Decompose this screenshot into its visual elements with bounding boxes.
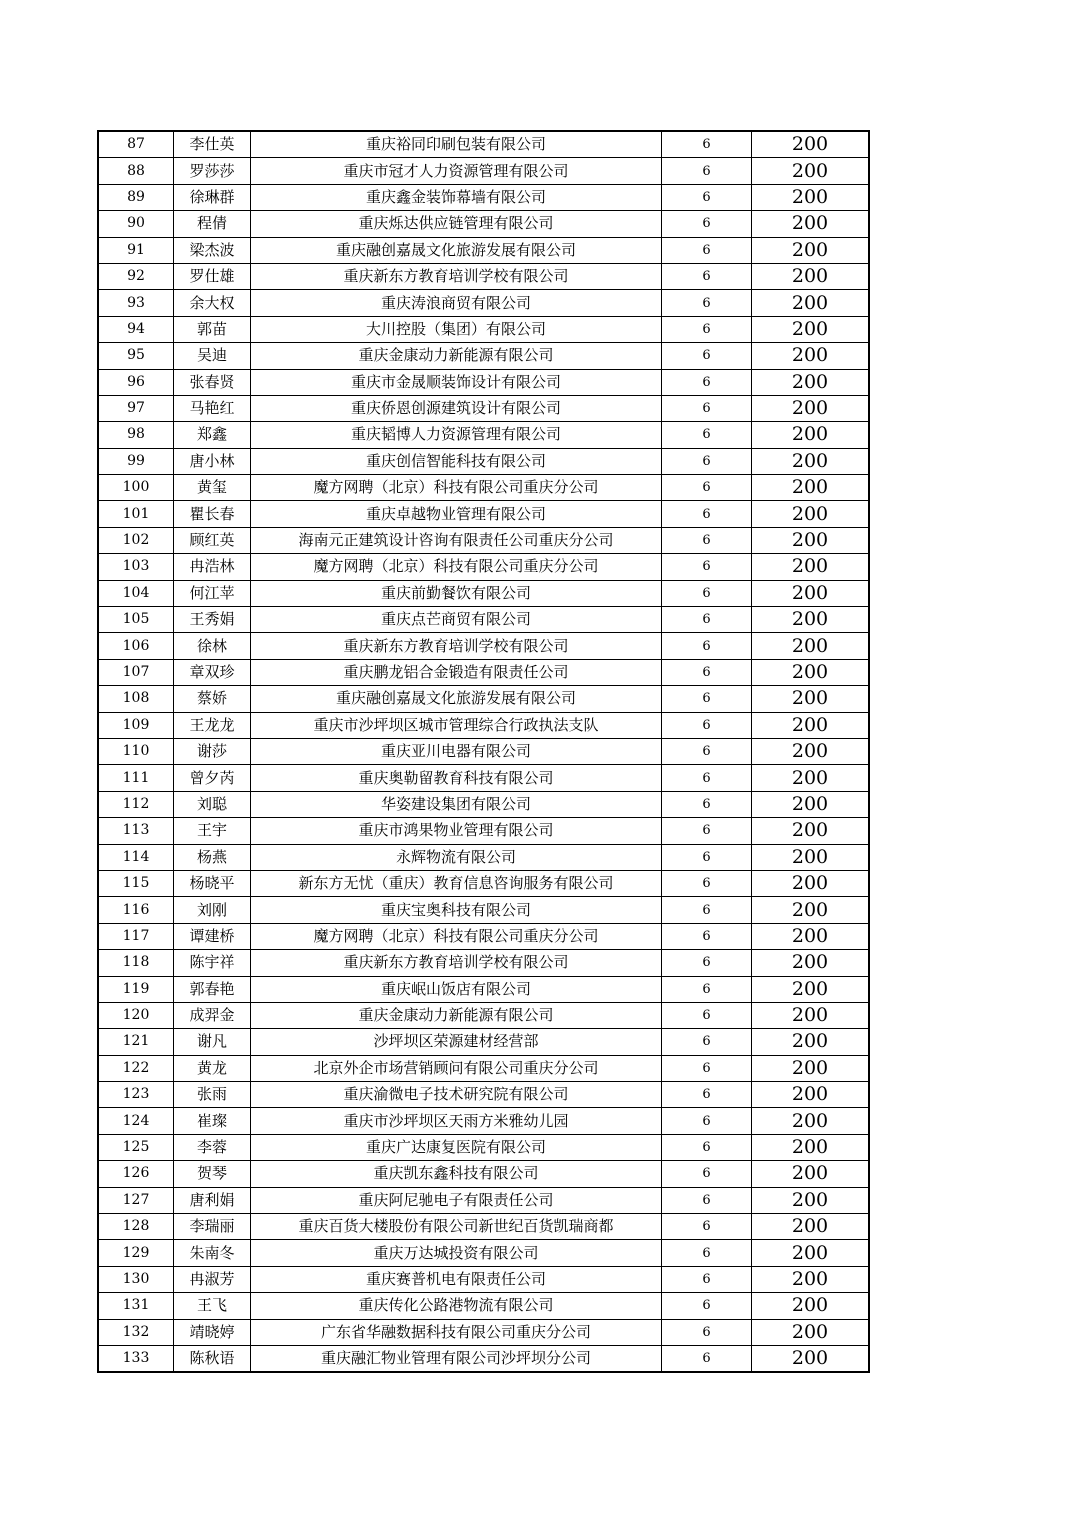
company-name: 重庆市金晟顺装饰设计有限公司 bbox=[251, 369, 662, 395]
amount-value: 200 bbox=[752, 1214, 870, 1240]
row-number: 126 bbox=[98, 1161, 174, 1187]
months-value: 6 bbox=[662, 1002, 752, 1028]
person-name: 贺琴 bbox=[174, 1161, 251, 1187]
person-name: 张雨 bbox=[174, 1082, 251, 1108]
row-number: 106 bbox=[98, 633, 174, 659]
row-number: 104 bbox=[98, 580, 174, 606]
months-value: 6 bbox=[662, 527, 752, 553]
amount-value: 200 bbox=[752, 527, 870, 553]
person-name: 罗仕雄 bbox=[174, 263, 251, 289]
row-number: 94 bbox=[98, 316, 174, 342]
person-name: 张春贤 bbox=[174, 369, 251, 395]
person-name: 王宇 bbox=[174, 818, 251, 844]
amount-value: 200 bbox=[752, 395, 870, 421]
row-number: 127 bbox=[98, 1187, 174, 1213]
company-name: 重庆奥勒留教育科技有限公司 bbox=[251, 765, 662, 791]
company-name: 华姿建设集团有限公司 bbox=[251, 791, 662, 817]
company-name: 重庆市鸿果物业管理有限公司 bbox=[251, 818, 662, 844]
person-name: 梁杰波 bbox=[174, 237, 251, 263]
company-name: 重庆金康动力新能源有限公司 bbox=[251, 1002, 662, 1028]
row-number: 121 bbox=[98, 1029, 174, 1055]
table-row bbox=[98, 158, 869, 184]
amount-value: 200 bbox=[752, 844, 870, 870]
person-name: 谢莎 bbox=[174, 738, 251, 764]
company-name: 重庆凯东鑫科技有限公司 bbox=[251, 1161, 662, 1187]
person-name: 谢凡 bbox=[174, 1029, 251, 1055]
row-number: 98 bbox=[98, 422, 174, 448]
person-name: 朱南冬 bbox=[174, 1240, 251, 1266]
row-number: 105 bbox=[98, 607, 174, 633]
person-name: 冉淑芳 bbox=[174, 1266, 251, 1292]
person-name: 靖晓婷 bbox=[174, 1319, 251, 1345]
months-value: 6 bbox=[662, 844, 752, 870]
table-row bbox=[98, 290, 869, 316]
months-value: 6 bbox=[662, 976, 752, 1002]
months-value: 6 bbox=[662, 448, 752, 474]
row-number: 131 bbox=[98, 1293, 174, 1319]
table-row bbox=[98, 923, 869, 949]
months-value: 6 bbox=[662, 184, 752, 210]
company-name: 重庆裕同印刷包装有限公司 bbox=[251, 131, 662, 158]
row-number: 90 bbox=[98, 211, 174, 237]
table-row bbox=[98, 607, 869, 633]
person-name: 王龙龙 bbox=[174, 712, 251, 738]
row-number: 92 bbox=[98, 263, 174, 289]
table-row bbox=[98, 738, 869, 764]
months-value: 6 bbox=[662, 791, 752, 817]
amount-value: 200 bbox=[752, 501, 870, 527]
months-value: 6 bbox=[662, 1055, 752, 1081]
row-number: 93 bbox=[98, 290, 174, 316]
amount-value: 200 bbox=[752, 1082, 870, 1108]
amount-value: 200 bbox=[752, 1319, 870, 1345]
person-name: 唐利娟 bbox=[174, 1187, 251, 1213]
company-name: 沙坪坝区荣源建材经营部 bbox=[251, 1029, 662, 1055]
amount-value: 200 bbox=[752, 1266, 870, 1292]
amount-value: 200 bbox=[752, 765, 870, 791]
table-row bbox=[98, 1108, 869, 1134]
amount-value: 200 bbox=[752, 923, 870, 949]
person-name: 吴迪 bbox=[174, 343, 251, 369]
amount-value: 200 bbox=[752, 158, 870, 184]
person-name: 瞿长春 bbox=[174, 501, 251, 527]
subsidy-list-table bbox=[97, 130, 870, 1373]
person-name: 徐林 bbox=[174, 633, 251, 659]
months-value: 6 bbox=[662, 607, 752, 633]
company-name: 重庆烁达供应链管理有限公司 bbox=[251, 211, 662, 237]
person-name: 余大权 bbox=[174, 290, 251, 316]
company-name: 重庆融创嘉晟文化旅游发展有限公司 bbox=[251, 686, 662, 712]
row-number: 119 bbox=[98, 976, 174, 1002]
person-name: 陈宇祥 bbox=[174, 950, 251, 976]
person-name: 李仕英 bbox=[174, 131, 251, 158]
row-number: 133 bbox=[98, 1345, 174, 1372]
months-value: 6 bbox=[662, 950, 752, 976]
company-name: 重庆鑫金装饰幕墙有限公司 bbox=[251, 184, 662, 210]
months-value: 6 bbox=[662, 211, 752, 237]
table-body bbox=[98, 131, 869, 1372]
table-row bbox=[98, 712, 869, 738]
person-name: 郑鑫 bbox=[174, 422, 251, 448]
person-name: 黄龙 bbox=[174, 1055, 251, 1081]
months-value: 6 bbox=[662, 1240, 752, 1266]
company-name: 重庆万达城投资有限公司 bbox=[251, 1240, 662, 1266]
amount-value: 200 bbox=[752, 976, 870, 1002]
amount-value: 200 bbox=[752, 738, 870, 764]
table-row bbox=[98, 131, 869, 158]
table-row bbox=[98, 580, 869, 606]
amount-value: 200 bbox=[752, 211, 870, 237]
table-row bbox=[98, 1082, 869, 1108]
table-row bbox=[98, 950, 869, 976]
person-name: 蔡娇 bbox=[174, 686, 251, 712]
row-number: 117 bbox=[98, 923, 174, 949]
row-number: 96 bbox=[98, 369, 174, 395]
months-value: 6 bbox=[662, 686, 752, 712]
company-name: 重庆新东方教育培训学校有限公司 bbox=[251, 263, 662, 289]
company-name: 重庆亚川电器有限公司 bbox=[251, 738, 662, 764]
person-name: 李瑞丽 bbox=[174, 1214, 251, 1240]
person-name: 马艳红 bbox=[174, 395, 251, 421]
months-value: 6 bbox=[662, 738, 752, 764]
amount-value: 200 bbox=[752, 184, 870, 210]
row-number: 116 bbox=[98, 897, 174, 923]
months-value: 6 bbox=[662, 1214, 752, 1240]
person-name: 王秀娟 bbox=[174, 607, 251, 633]
row-number: 114 bbox=[98, 844, 174, 870]
person-name: 章双珍 bbox=[174, 659, 251, 685]
amount-value: 200 bbox=[752, 1029, 870, 1055]
months-value: 6 bbox=[662, 1082, 752, 1108]
company-name: 重庆鹏龙铝合金锻造有限责任公司 bbox=[251, 659, 662, 685]
row-number: 124 bbox=[98, 1108, 174, 1134]
company-name: 重庆侨恩创源建筑设计有限公司 bbox=[251, 395, 662, 421]
months-value: 6 bbox=[662, 1161, 752, 1187]
amount-value: 200 bbox=[752, 659, 870, 685]
row-number: 110 bbox=[98, 738, 174, 764]
amount-value: 200 bbox=[752, 1134, 870, 1160]
table-row bbox=[98, 791, 869, 817]
amount-value: 200 bbox=[752, 131, 870, 158]
table-row bbox=[98, 659, 869, 685]
table-row bbox=[98, 1345, 869, 1372]
person-name: 刘刚 bbox=[174, 897, 251, 923]
row-number: 129 bbox=[98, 1240, 174, 1266]
table-row bbox=[98, 1240, 869, 1266]
amount-value: 200 bbox=[752, 1240, 870, 1266]
amount-value: 200 bbox=[752, 686, 870, 712]
person-name: 唐小林 bbox=[174, 448, 251, 474]
table-row bbox=[98, 1002, 869, 1028]
row-number: 103 bbox=[98, 554, 174, 580]
amount-value: 200 bbox=[752, 870, 870, 896]
row-number: 101 bbox=[98, 501, 174, 527]
table-row bbox=[98, 818, 869, 844]
company-name: 重庆市冠才人力资源管理有限公司 bbox=[251, 158, 662, 184]
person-name: 冉浩林 bbox=[174, 554, 251, 580]
amount-value: 200 bbox=[752, 369, 870, 395]
table-row bbox=[98, 870, 869, 896]
table-row bbox=[98, 1134, 869, 1160]
table-row bbox=[98, 844, 869, 870]
months-value: 6 bbox=[662, 263, 752, 289]
months-value: 6 bbox=[662, 316, 752, 342]
company-name: 重庆金康动力新能源有限公司 bbox=[251, 343, 662, 369]
row-number: 112 bbox=[98, 791, 174, 817]
row-number: 99 bbox=[98, 448, 174, 474]
row-number: 97 bbox=[98, 395, 174, 421]
row-number: 109 bbox=[98, 712, 174, 738]
months-value: 6 bbox=[662, 580, 752, 606]
amount-value: 200 bbox=[752, 580, 870, 606]
company-name: 北京外企市场营销顾问有限公司重庆分公司 bbox=[251, 1055, 662, 1081]
company-name: 重庆融创嘉晟文化旅游发展有限公司 bbox=[251, 237, 662, 263]
row-number: 125 bbox=[98, 1134, 174, 1160]
company-name: 重庆阿尼驰电子有限责任公司 bbox=[251, 1187, 662, 1213]
company-name: 重庆岷山饭店有限公司 bbox=[251, 976, 662, 1002]
person-name: 杨燕 bbox=[174, 844, 251, 870]
amount-value: 200 bbox=[752, 1293, 870, 1319]
months-value: 6 bbox=[662, 870, 752, 896]
company-name: 大川控股（集团）有限公司 bbox=[251, 316, 662, 342]
months-value: 6 bbox=[662, 343, 752, 369]
company-name: 重庆新东方教育培训学校有限公司 bbox=[251, 633, 662, 659]
months-value: 6 bbox=[662, 237, 752, 263]
person-name: 曾夕芮 bbox=[174, 765, 251, 791]
table-row bbox=[98, 343, 869, 369]
table-row bbox=[98, 897, 869, 923]
company-name: 重庆涛浪商贸有限公司 bbox=[251, 290, 662, 316]
amount-value: 200 bbox=[752, 475, 870, 501]
months-value: 6 bbox=[662, 475, 752, 501]
person-name: 王飞 bbox=[174, 1293, 251, 1319]
company-name: 重庆卓越物业管理有限公司 bbox=[251, 501, 662, 527]
months-value: 6 bbox=[662, 1108, 752, 1134]
company-name: 重庆广达康复医院有限公司 bbox=[251, 1134, 662, 1160]
company-name: 重庆赛普机电有限责任公司 bbox=[251, 1266, 662, 1292]
months-value: 6 bbox=[662, 158, 752, 184]
person-name: 成羿金 bbox=[174, 1002, 251, 1028]
person-name: 李蓉 bbox=[174, 1134, 251, 1160]
amount-value: 200 bbox=[752, 237, 870, 263]
table-row bbox=[98, 1029, 869, 1055]
person-name: 罗莎莎 bbox=[174, 158, 251, 184]
row-number: 111 bbox=[98, 765, 174, 791]
row-number: 102 bbox=[98, 527, 174, 553]
months-value: 6 bbox=[662, 923, 752, 949]
table-row bbox=[98, 501, 869, 527]
amount-value: 200 bbox=[752, 422, 870, 448]
row-number: 120 bbox=[98, 1002, 174, 1028]
person-name: 徐琳群 bbox=[174, 184, 251, 210]
months-value: 6 bbox=[662, 290, 752, 316]
company-name: 魔方网聘（北京）科技有限公司重庆分公司 bbox=[251, 554, 662, 580]
months-value: 6 bbox=[662, 1345, 752, 1372]
table-row bbox=[98, 316, 869, 342]
company-name: 永辉物流有限公司 bbox=[251, 844, 662, 870]
row-number: 95 bbox=[98, 343, 174, 369]
months-value: 6 bbox=[662, 633, 752, 659]
table-row bbox=[98, 1319, 869, 1345]
amount-value: 200 bbox=[752, 633, 870, 659]
person-name: 谭建桥 bbox=[174, 923, 251, 949]
row-number: 91 bbox=[98, 237, 174, 263]
months-value: 6 bbox=[662, 1134, 752, 1160]
person-name: 郭春艳 bbox=[174, 976, 251, 1002]
amount-value: 200 bbox=[752, 1002, 870, 1028]
company-name: 广东省华融数据科技有限公司重庆分公司 bbox=[251, 1319, 662, 1345]
table-row bbox=[98, 1187, 869, 1213]
amount-value: 200 bbox=[752, 950, 870, 976]
row-number: 100 bbox=[98, 475, 174, 501]
amount-value: 200 bbox=[752, 263, 870, 289]
person-name: 陈秋语 bbox=[174, 1345, 251, 1372]
amount-value: 200 bbox=[752, 448, 870, 474]
table-row bbox=[98, 1214, 869, 1240]
months-value: 6 bbox=[662, 131, 752, 158]
amount-value: 200 bbox=[752, 343, 870, 369]
person-name: 程倩 bbox=[174, 211, 251, 237]
months-value: 6 bbox=[662, 818, 752, 844]
amount-value: 200 bbox=[752, 290, 870, 316]
months-value: 6 bbox=[662, 369, 752, 395]
row-number: 122 bbox=[98, 1055, 174, 1081]
row-number: 115 bbox=[98, 870, 174, 896]
person-name: 郭苗 bbox=[174, 316, 251, 342]
amount-value: 200 bbox=[752, 791, 870, 817]
company-name: 重庆点芒商贸有限公司 bbox=[251, 607, 662, 633]
amount-value: 200 bbox=[752, 712, 870, 738]
table-row bbox=[98, 422, 869, 448]
amount-value: 200 bbox=[752, 1108, 870, 1134]
table-row bbox=[98, 184, 869, 210]
table-row bbox=[98, 448, 869, 474]
months-value: 6 bbox=[662, 659, 752, 685]
person-name: 何江苹 bbox=[174, 580, 251, 606]
table-row bbox=[98, 237, 869, 263]
amount-value: 200 bbox=[752, 1187, 870, 1213]
person-name: 黄玺 bbox=[174, 475, 251, 501]
row-number: 108 bbox=[98, 686, 174, 712]
amount-value: 200 bbox=[752, 897, 870, 923]
row-number: 118 bbox=[98, 950, 174, 976]
months-value: 6 bbox=[662, 422, 752, 448]
table-row bbox=[98, 1161, 869, 1187]
company-name: 重庆融汇物业管理有限公司沙坪坝分公司 bbox=[251, 1345, 662, 1372]
person-name: 崔璨 bbox=[174, 1108, 251, 1134]
row-number: 123 bbox=[98, 1082, 174, 1108]
company-name: 重庆渝微电子技术研究院有限公司 bbox=[251, 1082, 662, 1108]
row-number: 88 bbox=[98, 158, 174, 184]
row-number: 130 bbox=[98, 1266, 174, 1292]
row-number: 113 bbox=[98, 818, 174, 844]
company-name: 魔方网聘（北京）科技有限公司重庆分公司 bbox=[251, 475, 662, 501]
company-name: 重庆新东方教育培训学校有限公司 bbox=[251, 950, 662, 976]
person-name: 杨晓平 bbox=[174, 870, 251, 896]
amount-value: 200 bbox=[752, 1055, 870, 1081]
amount-value: 200 bbox=[752, 554, 870, 580]
table-row bbox=[98, 765, 869, 791]
table-row bbox=[98, 527, 869, 553]
company-name: 重庆传化公路港物流有限公司 bbox=[251, 1293, 662, 1319]
table-row bbox=[98, 263, 869, 289]
person-name: 顾红英 bbox=[174, 527, 251, 553]
row-number: 107 bbox=[98, 659, 174, 685]
amount-value: 200 bbox=[752, 1345, 870, 1372]
table-row bbox=[98, 976, 869, 1002]
row-number: 89 bbox=[98, 184, 174, 210]
months-value: 6 bbox=[662, 1029, 752, 1055]
amount-value: 200 bbox=[752, 607, 870, 633]
table-row bbox=[98, 211, 869, 237]
row-number: 128 bbox=[98, 1214, 174, 1240]
table-row bbox=[98, 475, 869, 501]
table-row bbox=[98, 554, 869, 580]
months-value: 6 bbox=[662, 554, 752, 580]
table-row bbox=[98, 1266, 869, 1292]
company-name: 重庆市沙坪坝区天雨方米雅幼儿园 bbox=[251, 1108, 662, 1134]
table-row bbox=[98, 369, 869, 395]
months-value: 6 bbox=[662, 395, 752, 421]
months-value: 6 bbox=[662, 1293, 752, 1319]
company-name: 魔方网聘（北京）科技有限公司重庆分公司 bbox=[251, 923, 662, 949]
amount-value: 200 bbox=[752, 818, 870, 844]
person-name: 刘聪 bbox=[174, 791, 251, 817]
months-value: 6 bbox=[662, 1187, 752, 1213]
table-row bbox=[98, 1055, 869, 1081]
months-value: 6 bbox=[662, 712, 752, 738]
table-row bbox=[98, 633, 869, 659]
company-name: 重庆韬博人力资源管理有限公司 bbox=[251, 422, 662, 448]
months-value: 6 bbox=[662, 501, 752, 527]
row-number: 87 bbox=[98, 131, 174, 158]
months-value: 6 bbox=[662, 765, 752, 791]
table-row bbox=[98, 686, 869, 712]
table-row bbox=[98, 395, 869, 421]
months-value: 6 bbox=[662, 897, 752, 923]
table-row bbox=[98, 1293, 869, 1319]
company-name: 重庆宝奥科技有限公司 bbox=[251, 897, 662, 923]
months-value: 6 bbox=[662, 1319, 752, 1345]
company-name: 重庆创信智能科技有限公司 bbox=[251, 448, 662, 474]
company-name: 重庆前勤餐饮有限公司 bbox=[251, 580, 662, 606]
company-name: 海南元正建筑设计咨询有限责任公司重庆分公司 bbox=[251, 527, 662, 553]
amount-value: 200 bbox=[752, 1161, 870, 1187]
company-name: 重庆市沙坪坝区城市管理综合行政执法支队 bbox=[251, 712, 662, 738]
company-name: 重庆百货大楼股份有限公司新世纪百货凯瑞商都 bbox=[251, 1214, 662, 1240]
company-name: 新东方无忧（重庆）教育信息咨询服务有限公司 bbox=[251, 870, 662, 896]
months-value: 6 bbox=[662, 1266, 752, 1292]
amount-value: 200 bbox=[752, 316, 870, 342]
row-number: 132 bbox=[98, 1319, 174, 1345]
